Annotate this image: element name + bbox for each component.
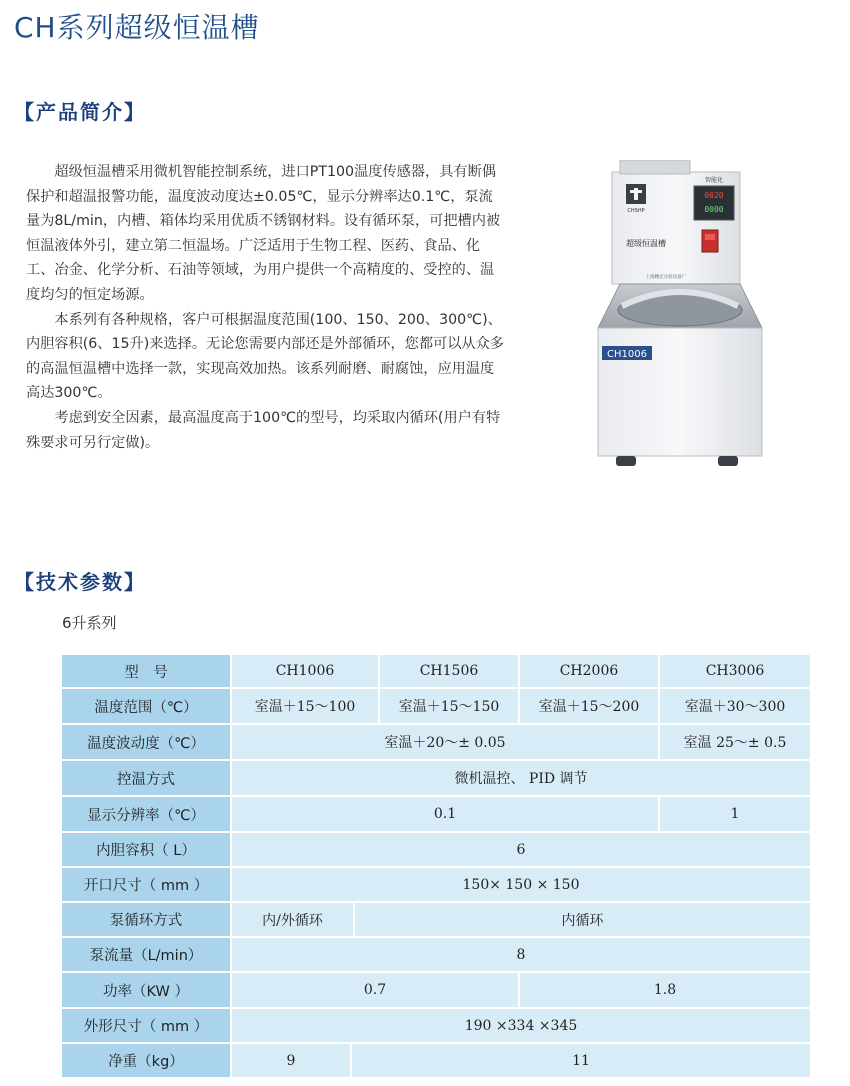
- weight-cell: 11: [352, 1044, 810, 1077]
- fluctuation-cell: 室温 25～± 0.5: [660, 725, 810, 759]
- page-title: CH系列超级恒温槽: [14, 11, 260, 44]
- flow-label: 泵流量（L/min）: [62, 938, 230, 971]
- product-image: [590, 160, 770, 470]
- model-plate-text: CH1006: [607, 349, 647, 360]
- circulation-label: 泵循环方式: [62, 903, 230, 936]
- control-label: 控温方式: [62, 761, 230, 795]
- opening-label: 开口尺寸（ mm ）: [62, 868, 230, 901]
- circulation-cell: 内/外循环: [232, 903, 353, 936]
- model-cell: CH3006: [660, 655, 810, 687]
- volume-label: 内胆容积（ L）: [62, 833, 230, 866]
- display-top-label: 智能化: [704, 177, 724, 184]
- flow-cell: 8: [232, 938, 810, 971]
- series-label: 6升系列: [62, 614, 117, 632]
- display-bottom: 0000: [704, 205, 724, 214]
- logo-icon: [626, 184, 646, 204]
- intro-paragraph-1: 超级恒温槽采用微机智能控制系统，进口PT100温度传感器，具有断偶保护和超温报警功能，温度波动度达±0.05℃，显示分辨率达0.1℃，泵流量为8L/min，内槽、箱体均采用优质不锈钢材料。设有循环泵，可把槽内被恒温液体外引，建立第二恒温场。广泛适用于生物工程、医药、食品、化工、冶金、化学分析、石油等领域，为用户提供一个高精度的、受控的、温度均匀的恒定场源。: [26, 164, 501, 303]
- display-top: 0020: [704, 191, 724, 200]
- temp-range-cell: 室温＋15～200: [520, 689, 658, 723]
- weight-label: 净重（kg）: [62, 1044, 230, 1077]
- power-cell: 1.8: [520, 973, 810, 1007]
- logo-text: CHSHP: [627, 208, 645, 214]
- spec-heading: 【技术参数】: [14, 570, 146, 594]
- model-cell: CH2006: [520, 655, 658, 687]
- weight-cell: 9: [232, 1044, 350, 1077]
- resolution-cell: 1: [660, 797, 810, 831]
- intro-paragraph-2: 本系列有各种规格，客户可根据温度范围(100、150、200、300℃)、内胆容积(6、15升)来选择。无论您需要内部还是外部循环，您都可以从众多的高温恒温槽中选择一款，实现高效加热。该系列耐磨、耐腐蚀，应用温度高达300℃。: [26, 311, 504, 402]
- circulation-cell: 内循环: [355, 903, 810, 936]
- model-cell: CH1506: [380, 655, 518, 687]
- temp-range-label: 温度范围（℃）: [62, 689, 230, 723]
- power-cell: 0.7: [232, 973, 518, 1007]
- intro-text: [26, 160, 506, 455]
- resolution-label: 显示分辨率（℃）: [62, 797, 230, 831]
- dimensions-cell: 190 ×334 ×345: [232, 1009, 810, 1042]
- opening-cell: 150× 150 × 150: [232, 868, 810, 901]
- resolution-cell: 0.1: [232, 797, 658, 831]
- power-switch[interactable]: [702, 230, 718, 252]
- fluctuation-cell: 室温＋20～± 0.05: [232, 725, 658, 759]
- model-cell: CH1006: [232, 655, 378, 687]
- model-header: 型 号: [62, 655, 230, 687]
- front-label: 超级恒温槽: [626, 239, 666, 248]
- intro-heading: 【产品简介】: [14, 100, 146, 124]
- power-label: 功率（KW ）: [62, 973, 230, 1007]
- intro-paragraph-3: 考虑到安全因素，最高温度高于100℃的型号，均采取内循环(用户有特殊要求可另行定做)。: [26, 409, 501, 451]
- brand-text: 上海精宏实验设备厂: [645, 275, 687, 280]
- spec-table: [62, 655, 810, 1079]
- fluctuation-label: 温度波动度（℃）: [62, 725, 230, 759]
- dimensions-label: 外形尺寸（ mm ）: [62, 1009, 230, 1042]
- temp-range-cell: 室温＋15～100: [232, 689, 378, 723]
- temp-range-cell: 室温＋30～300: [660, 689, 810, 723]
- volume-cell: 6: [232, 833, 810, 866]
- control-cell: 微机温控、 PID 调节: [232, 761, 810, 795]
- temp-range-cell: 室温＋15～150: [380, 689, 518, 723]
